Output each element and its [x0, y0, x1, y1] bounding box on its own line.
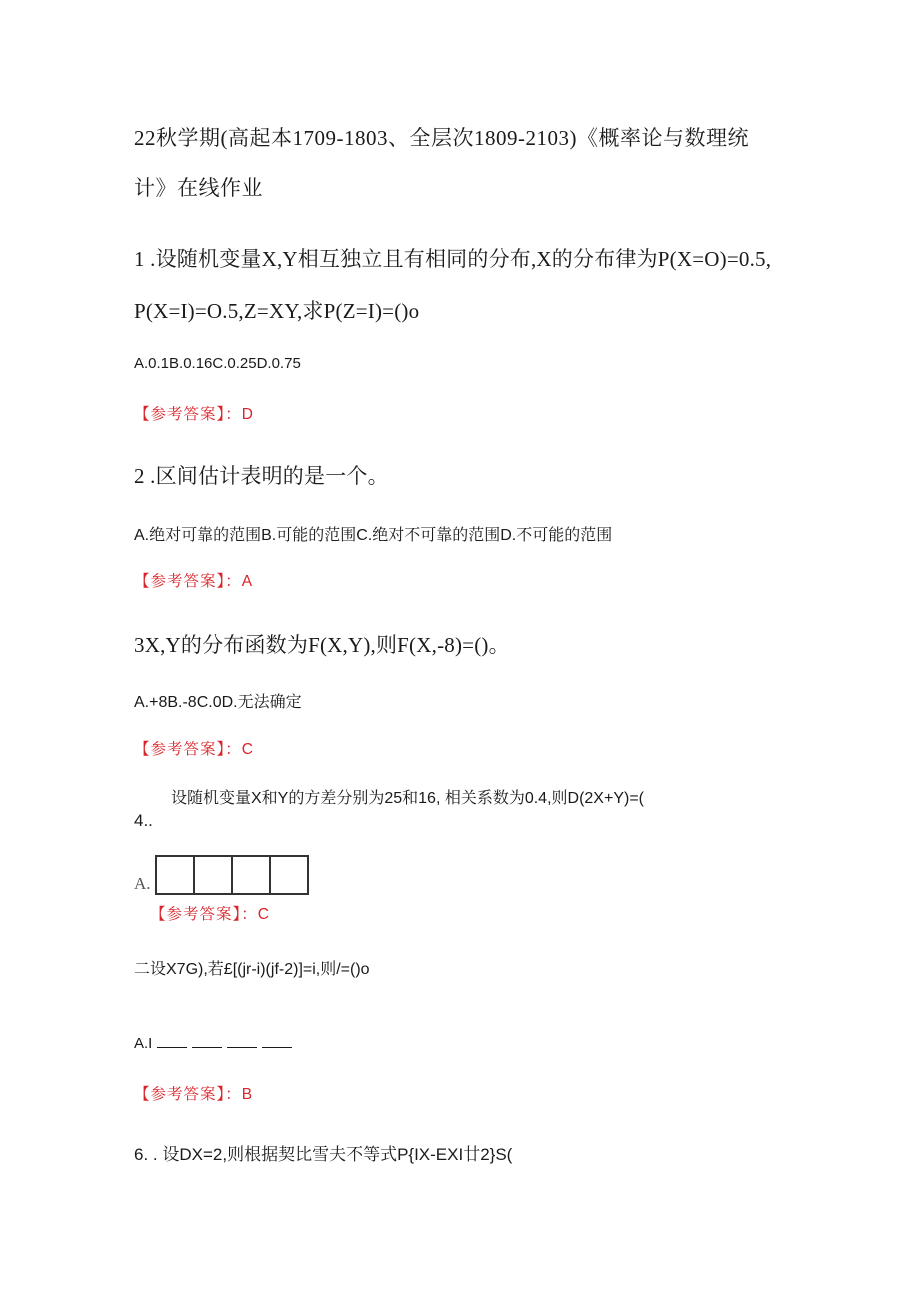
answer-box: [233, 857, 271, 893]
question-options: A.绝对可靠的范围B.可能的范围C.绝对不可靠的范围D.不可能的范围: [134, 527, 613, 544]
question-options: A.+8B.-8C.0D.无法确定: [134, 694, 302, 711]
question-options: A.0.1B.0.16C.0.25D.0.75: [134, 355, 301, 372]
reference-answer: 【参考答案】：D: [134, 406, 254, 423]
blank-line: [157, 1035, 187, 1048]
blank-line: [227, 1035, 257, 1048]
question-number: 4..: [134, 811, 153, 830]
answer-box: [157, 857, 195, 893]
question-text: 二设X7G),若£[(jr-i)(jf-2)]=i,则/=()o: [134, 961, 370, 978]
answer-box: [195, 857, 233, 893]
question-text: 1 .设随机变量X,Y相互独立且有相同的分布,X的分布律为P(X=O)=0.5,: [134, 247, 772, 271]
question-text: 3X,Y的分布函数为F(X,Y),则F(X,-8)=()。: [134, 633, 510, 657]
question-text: 2 .区间估计表明的是一个。: [134, 464, 389, 488]
question-options-row: [134, 1035, 292, 1052]
reference-answer: 【参考答案】：C: [150, 906, 270, 923]
title-line-1: 22秋学期(高起本1709-1803、全层次1809-2103)《概率论与数理统: [134, 126, 749, 150]
blank-line: [262, 1035, 292, 1048]
answer-boxes-row: [134, 855, 309, 895]
title-line-2: 计》在线作业: [134, 176, 263, 200]
reference-answer: 【参考答案】：A: [134, 573, 254, 590]
answer-boxes: [155, 855, 309, 895]
reference-answer: 【参考答案】：B: [134, 1086, 254, 1103]
option-label: A.: [134, 874, 151, 893]
answer-box: [271, 857, 307, 893]
question-text: 设随机变量X和Y的方差分别为25和16, 相关系数为0.4,则D(2X+Y)=(: [171, 790, 644, 807]
question-text: 6. . 设DX=2,则根据契比雪夫不等式P{IX-EXI廿2}S(: [134, 1145, 513, 1164]
question-text-cont: P(X=I)=O.5,Z=XY,求P(Z=I)=()o: [134, 299, 420, 323]
question-options: A.I: [134, 1035, 153, 1052]
reference-answer: 【参考答案】：C: [134, 741, 254, 758]
blank-line: [192, 1035, 222, 1048]
